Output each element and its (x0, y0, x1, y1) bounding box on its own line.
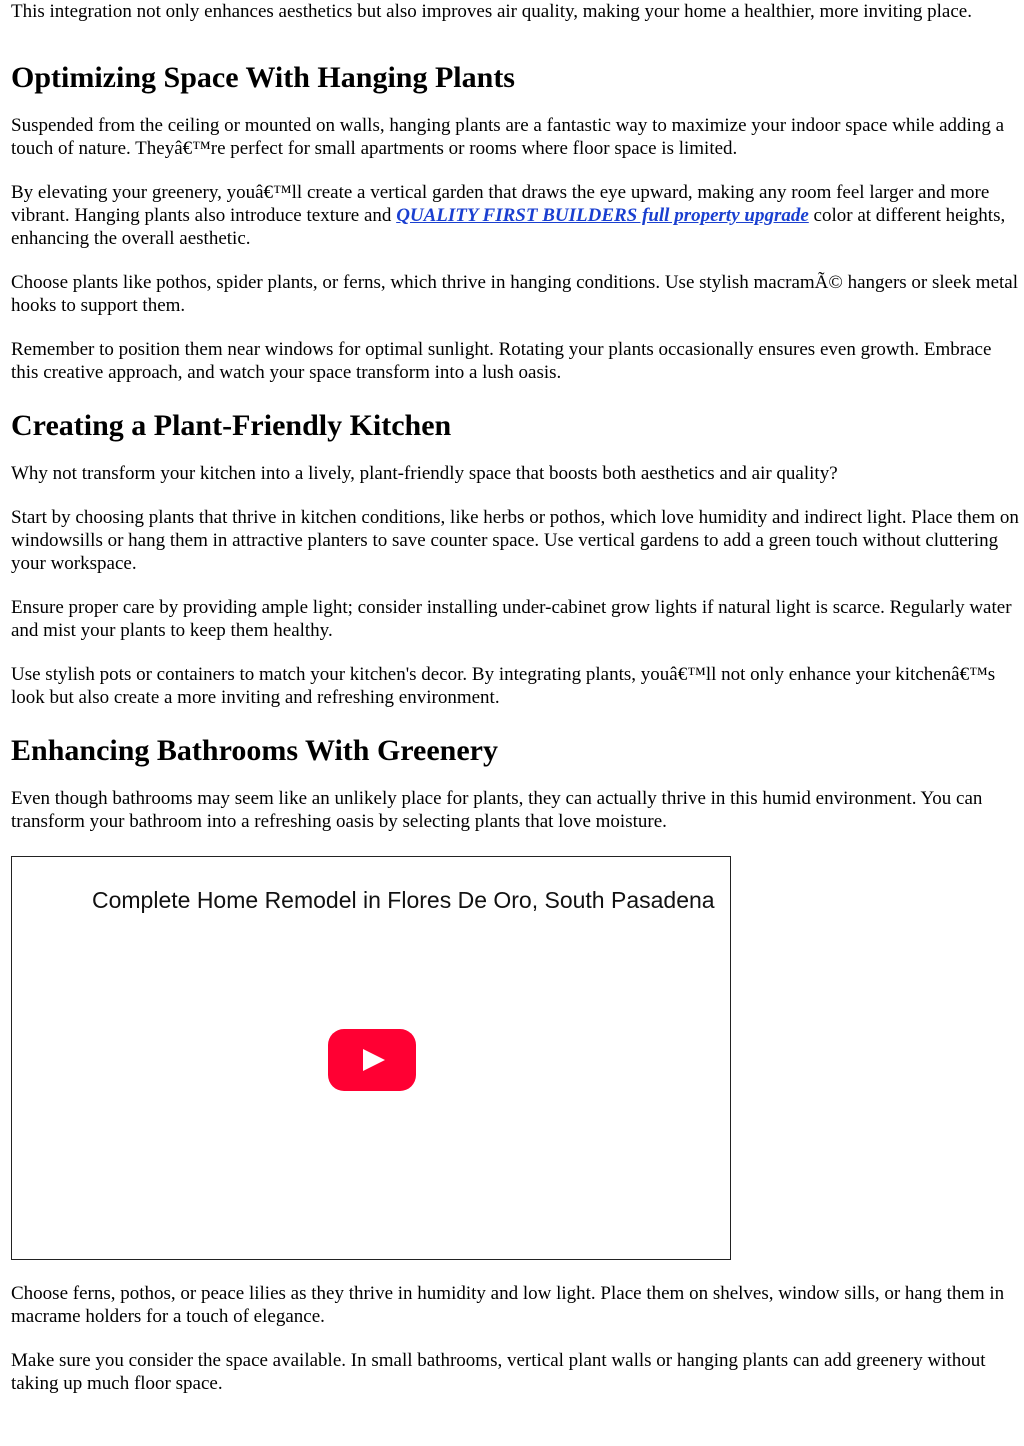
kitchen-paragraph-4: Use stylish pots or containers to match your kitchen's decor. By integrating plants, youâ€™ll not only enhance your kitchenâ€™s look but also create a more inviting and refreshing environment. (11, 664, 996, 708)
play-triangle-icon (328, 1029, 416, 1091)
kitchen-paragraph-2: Start by choosing plants that thrive in kitchen conditions, like herbs or pothos, which love humidity and indirect light. Place them on windowsills or hang them in attractive planters to save counter space. Use vertical gardens to add a green touch without cluttering your workspace. (11, 507, 1019, 574)
youtube-play-icon[interactable] (328, 1029, 416, 1091)
hanging-paragraph-2-text-before: By elevating your greenery, youâ€™ll create a vertical garden that draws the eye upward, making any room feel larger and more vibrant. Hanging plants also introduce texture and (11, 182, 990, 226)
article-body (11, 0, 1019, 1395)
kitchen-paragraph-3: Ensure proper care by providing ample light; consider installing under-cabinet grow lights if natural light is scarce. Regularly water and mist your plants to keep them healthy. (11, 597, 1012, 641)
heading-kitchen: Creating a Plant-Friendly Kitchen (11, 409, 452, 442)
hanging-paragraph-4: Remember to position them near windows for optimal sunlight. Rotating your plants occasionally ensures even growth. Embrace this creative approach, and watch your space transform into a lush oasis. (11, 339, 992, 383)
hanging-paragraph-3: Choose plants like pothos, spider plants, or ferns, which thrive in hanging conditions. Use stylish macramÃ© hangers or sleek metal hooks to support them. (11, 272, 1018, 316)
bathroom-paragraph-1: Even though bathrooms may seem like an unlikely place for plants, they can actually thrive in this humid environment. You can transform your bathroom into a refreshing oasis by selecting plants that love moisture. (11, 788, 983, 832)
quality-first-builders-link[interactable]: QUALITY FIRST BUILDERS full property upgrade (396, 205, 809, 226)
heading-hanging-plants: Optimizing Space With Hanging Plants (11, 61, 515, 94)
hanging-paragraph-2-text-after: color at different heights, enhancing the overall aesthetic. (11, 205, 1006, 249)
kitchen-paragraph-1: Why not transform your kitchen into a lively, plant-friendly space that boosts both aesthetics and air quality? (11, 463, 838, 484)
video-title[interactable]: Complete Home Remodel in Flores De Oro, South Pasadena (92, 887, 715, 913)
heading-bathroom: Enhancing Bathrooms With Greenery (11, 734, 499, 767)
hanging-paragraph-2 (11, 181, 1019, 250)
bathroom-paragraph-2: Choose ferns, pothos, or peace lilies as they thrive in humidity and low light. Place them on shelves, window sills, or hang them in macrame holders for a touch of elegance. (11, 1283, 1005, 1327)
bathroom-paragraph-3: Make sure you consider the space available. In small bathrooms, vertical plant walls or hanging plants can add greenery without taking up much floor space. (11, 1350, 986, 1394)
youtube-video-embed[interactable] (11, 856, 731, 1260)
hanging-paragraph-1: Suspended from the ceiling or mounted on walls, hanging plants are a fantastic way to maximize your indoor space while adding a touch of nature. Theyâ€™re perfect for small apartments or rooms where floor space is limited. (11, 115, 1005, 159)
intro-paragraph: This integration not only enhances aesthetics but also improves air quality, making your home a healthier, more inviting place. (11, 1, 972, 22)
